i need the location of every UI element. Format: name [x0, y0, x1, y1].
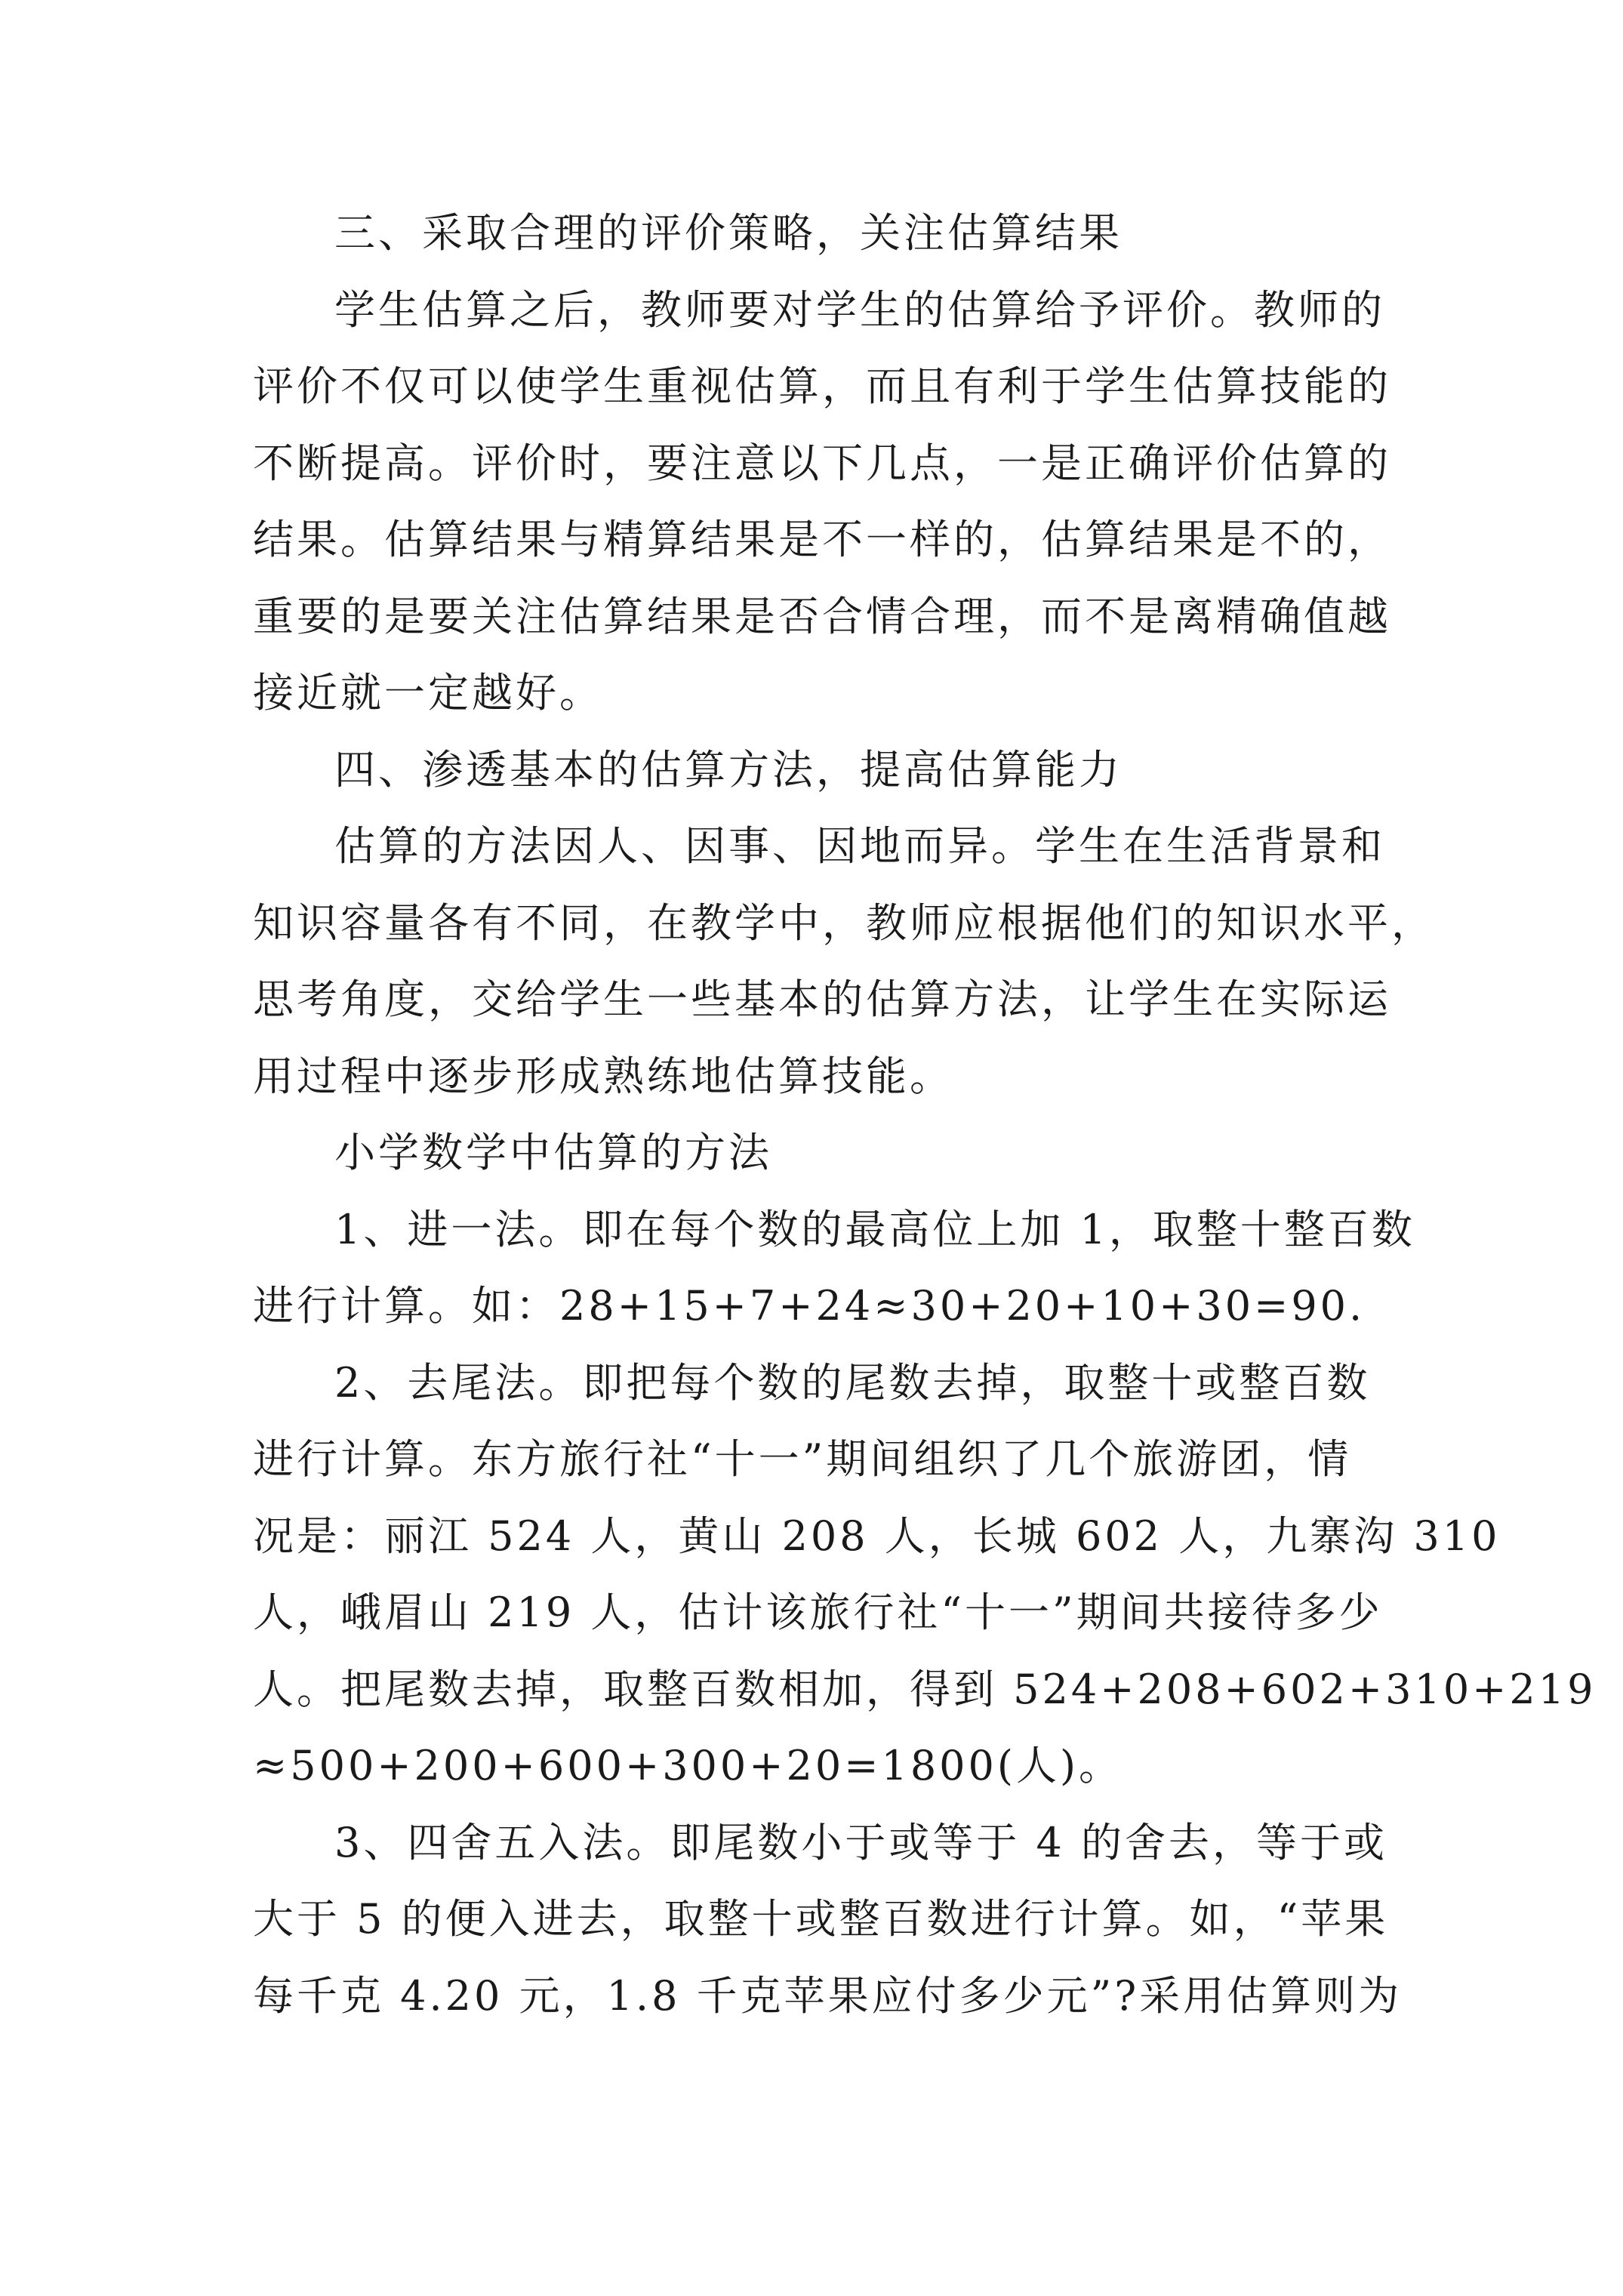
text-line: 重要的是要关注估算结果是否合情合理，而不是离精确值越 [253, 592, 1391, 640]
text-line: 用过程中逐步形成熟练地估算技能。 [253, 1052, 953, 1100]
text-line: 每千克 4.20 元，1.8 千克苹果应付多少元”?采用估算则为 [253, 1971, 1403, 2020]
text-line: 进行计算。如：28+15+7+24≈30+20+10+30=90. [253, 1282, 1366, 1330]
text-line: 思考角度，交给学生一些基本的估算方法，让学生在实际运 [253, 975, 1391, 1023]
text-line: ≈500+200+600+300+20=1800(人)。 [253, 1742, 1123, 1789]
text-line: 1、进一法。即在每个数的最高位上加 1，取整十整百数 [334, 1205, 1415, 1253]
text-line: 不断提高。评价时，要注意以下几点，一是正确评价估算的 [253, 439, 1391, 487]
text-line: 知识容量各有不同，在教学中，教师应根据他们的知识水平， [253, 898, 1435, 947]
text-line: 况是：丽江 524 人，黄山 208 人，长城 602 人，九寨沟 310 [253, 1512, 1501, 1560]
text-line: 进行计算。东方旅行社“十一”期间组织了几个旅游团，情 [253, 1435, 1352, 1483]
text-line: 评价不仅可以使学生重视估算，而且有利于学生估算技能的 [253, 362, 1391, 410]
subsection-heading: 小学数学中估算的方法 [334, 1129, 772, 1176]
document-body [253, 195, 1597, 2034]
text-line: 结果。估算结果与精算结果是不一样的，估算结果是不的， [253, 516, 1391, 563]
text-line: 人。把尾数去掉，取整百数相加，得到 524+208+602+310+219 [253, 1665, 1597, 1713]
text-line: 人，峨眉山 219 人，估计该旅行社“十一”期间共接待多少 [253, 1589, 1383, 1636]
section-heading-4: 四、渗透基本的估算方法，提高估算能力 [334, 745, 1123, 794]
text-line: 大于 5 的便入进去，取整十或整百数进行计算。如，“苹果 [253, 1895, 1389, 1943]
text-line: 接近就一定越好。 [253, 669, 603, 717]
text-line: 3、四舍五入法。即尾数小于或等于 4 的舍去，等于或 [334, 1818, 1388, 1866]
text-line: 估算的方法因人、因事、因地而异。学生在生活背景和 [334, 822, 1385, 870]
text-line: 学生估算之后，教师要对学生的估算给予评价。教师的 [334, 285, 1385, 334]
text-line: 2、去尾法。即把每个数的尾数去掉，取整十或整百数 [334, 1358, 1371, 1407]
section-heading-3: 三、采取合理的评价策略，关注估算结果 [334, 209, 1123, 257]
